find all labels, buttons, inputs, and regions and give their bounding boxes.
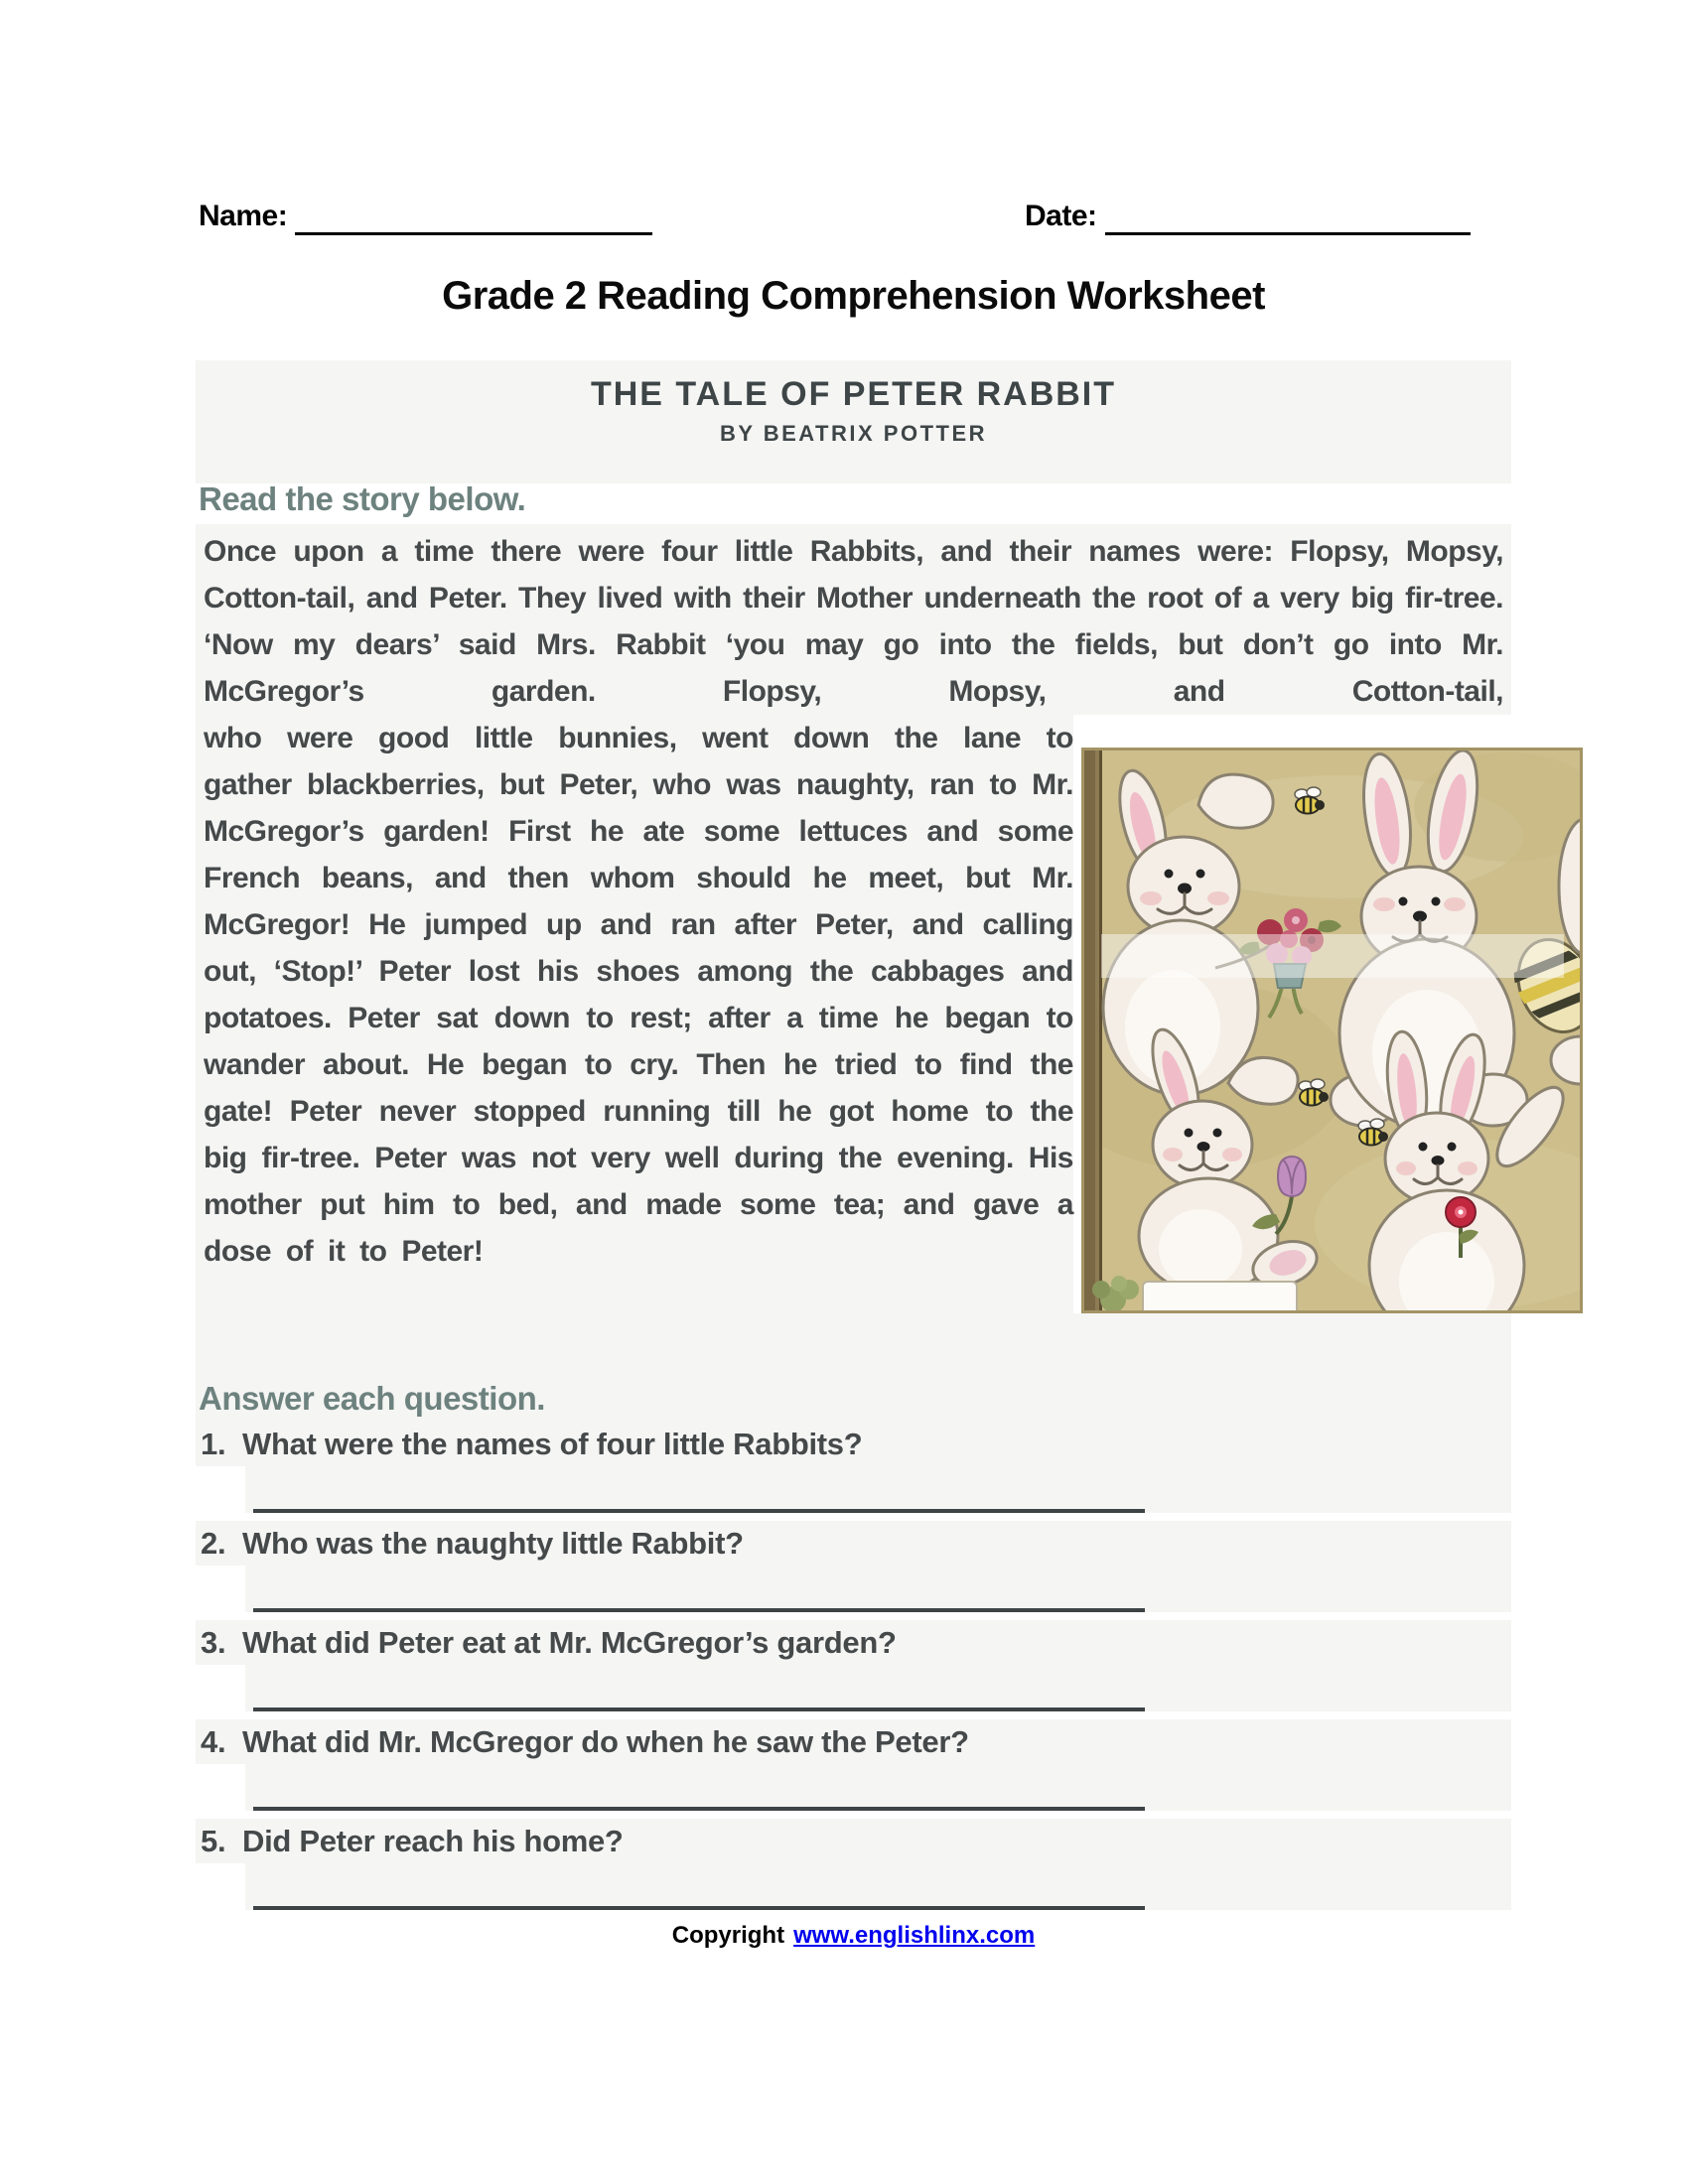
bee-icon	[1358, 1119, 1388, 1146]
row-gap	[196, 1612, 1511, 1620]
question-number: 4.	[201, 1723, 226, 1759]
answer-row	[196, 1665, 1511, 1711]
question-number: 3.	[201, 1624, 226, 1660]
answer-blank-line	[253, 1509, 1145, 1513]
copyright-label: Copyright	[671, 1922, 785, 1949]
question-number: 1.	[201, 1426, 226, 1461]
story-paragraph-part2: who were good little bunnies, went down the lane to gather blackberries, but Peter, who was naughty, ran to Mr. McGregor’s garden! First he ate some lettuces and some French beans, and then whom should he meet, but Mr. McGregor! He jumped up and ran after Peter, and calling out, ‘Stop!’ Peter lost his shoes among the cabbages and potatoes. Peter sat down to rest; after a time he began to wander about. He began to cry. Then he tried to find the gate! Peter never stopped running till he got home to the big fir-tree. Peter was not very well during the evening. His mother put him to bed, and made some tea; and gave a dose of it to Peter!	[204, 722, 1073, 1268]
left-notch	[196, 1863, 245, 1910]
story-byline: BY BEATRIX POTTER	[719, 421, 988, 446]
date-label: Date:	[1025, 200, 1097, 232]
left-notch	[196, 1566, 245, 1612]
question-row	[196, 1521, 1511, 1566]
date-field	[1025, 199, 1471, 235]
question-row	[196, 1719, 1511, 1764]
question-number: 2.	[201, 1525, 226, 1561]
bunnies-illustration-svg	[1081, 748, 1583, 1313]
questions-section	[196, 1376, 1511, 1918]
answer-row	[196, 1863, 1511, 1910]
question-row	[196, 1819, 1511, 1863]
question-text: What did Mr. McGregor do when he saw the Peter?	[242, 1723, 969, 1759]
question-text: Did Peter reach his home?	[242, 1823, 624, 1858]
page-title: Grade 2 Reading Comprehension Worksheet	[442, 274, 1265, 318]
answer-row	[196, 1764, 1511, 1811]
bee-icon	[1295, 787, 1325, 814]
name-blank-line	[295, 199, 652, 235]
answer-row	[196, 1466, 1511, 1513]
answer-blank-line	[253, 1608, 1145, 1612]
question-text: What were the names of four little Rabbits?	[242, 1426, 863, 1461]
question-number: 5.	[201, 1823, 226, 1858]
question-row	[196, 1422, 1511, 1466]
story-paragraph-part1: Once upon a time there were four little Rabbits, and their names were: Flopsy, Mopsy, Cotton-tail, and Peter. They lived with their Mother underneath the root of a very big fir-tree. ‘Now my dears’ said Mrs. Rabbit ‘you may go into the fields, but don’t go into Mr. McGregor’s garden. Flopsy, Mopsy, and Cotton-tail,	[204, 535, 1503, 708]
website-link[interactable]: www.englishlinx.com	[793, 1922, 1036, 1949]
question-row	[196, 1620, 1511, 1665]
question-text: What did Peter eat at Mr. McGregor’s garden?	[242, 1624, 897, 1660]
left-notch	[196, 1764, 245, 1811]
bee-icon	[1299, 1079, 1329, 1106]
left-notch	[196, 1466, 245, 1513]
answer-blank-line	[253, 1807, 1145, 1811]
story-header-box	[196, 360, 1511, 483]
worksheet-body	[196, 524, 1511, 1918]
row-gap	[196, 1711, 1511, 1719]
row-gap	[196, 1811, 1511, 1819]
story-paragraph-part2-wrap	[196, 715, 1511, 1275]
row-gap	[196, 1910, 1511, 1918]
date-blank-line	[1105, 199, 1471, 235]
answer-questions-heading: Answer each question.	[199, 1380, 545, 1417]
row-gap	[196, 1513, 1511, 1521]
name-label: Name:	[199, 200, 288, 232]
footer	[196, 1922, 1511, 1950]
left-notch	[196, 1665, 245, 1711]
name-field	[199, 199, 652, 235]
answer-blank-line	[253, 1906, 1145, 1910]
story-title: THE TALE OF PETER RABBIT	[590, 375, 1117, 413]
question-text: Who was the naughty little Rabbit?	[242, 1525, 744, 1561]
answer-blank-line	[253, 1707, 1145, 1711]
read-story-heading: Read the story below.	[199, 480, 526, 517]
story-illustration	[1073, 715, 1583, 1313]
answer-row	[196, 1566, 1511, 1612]
